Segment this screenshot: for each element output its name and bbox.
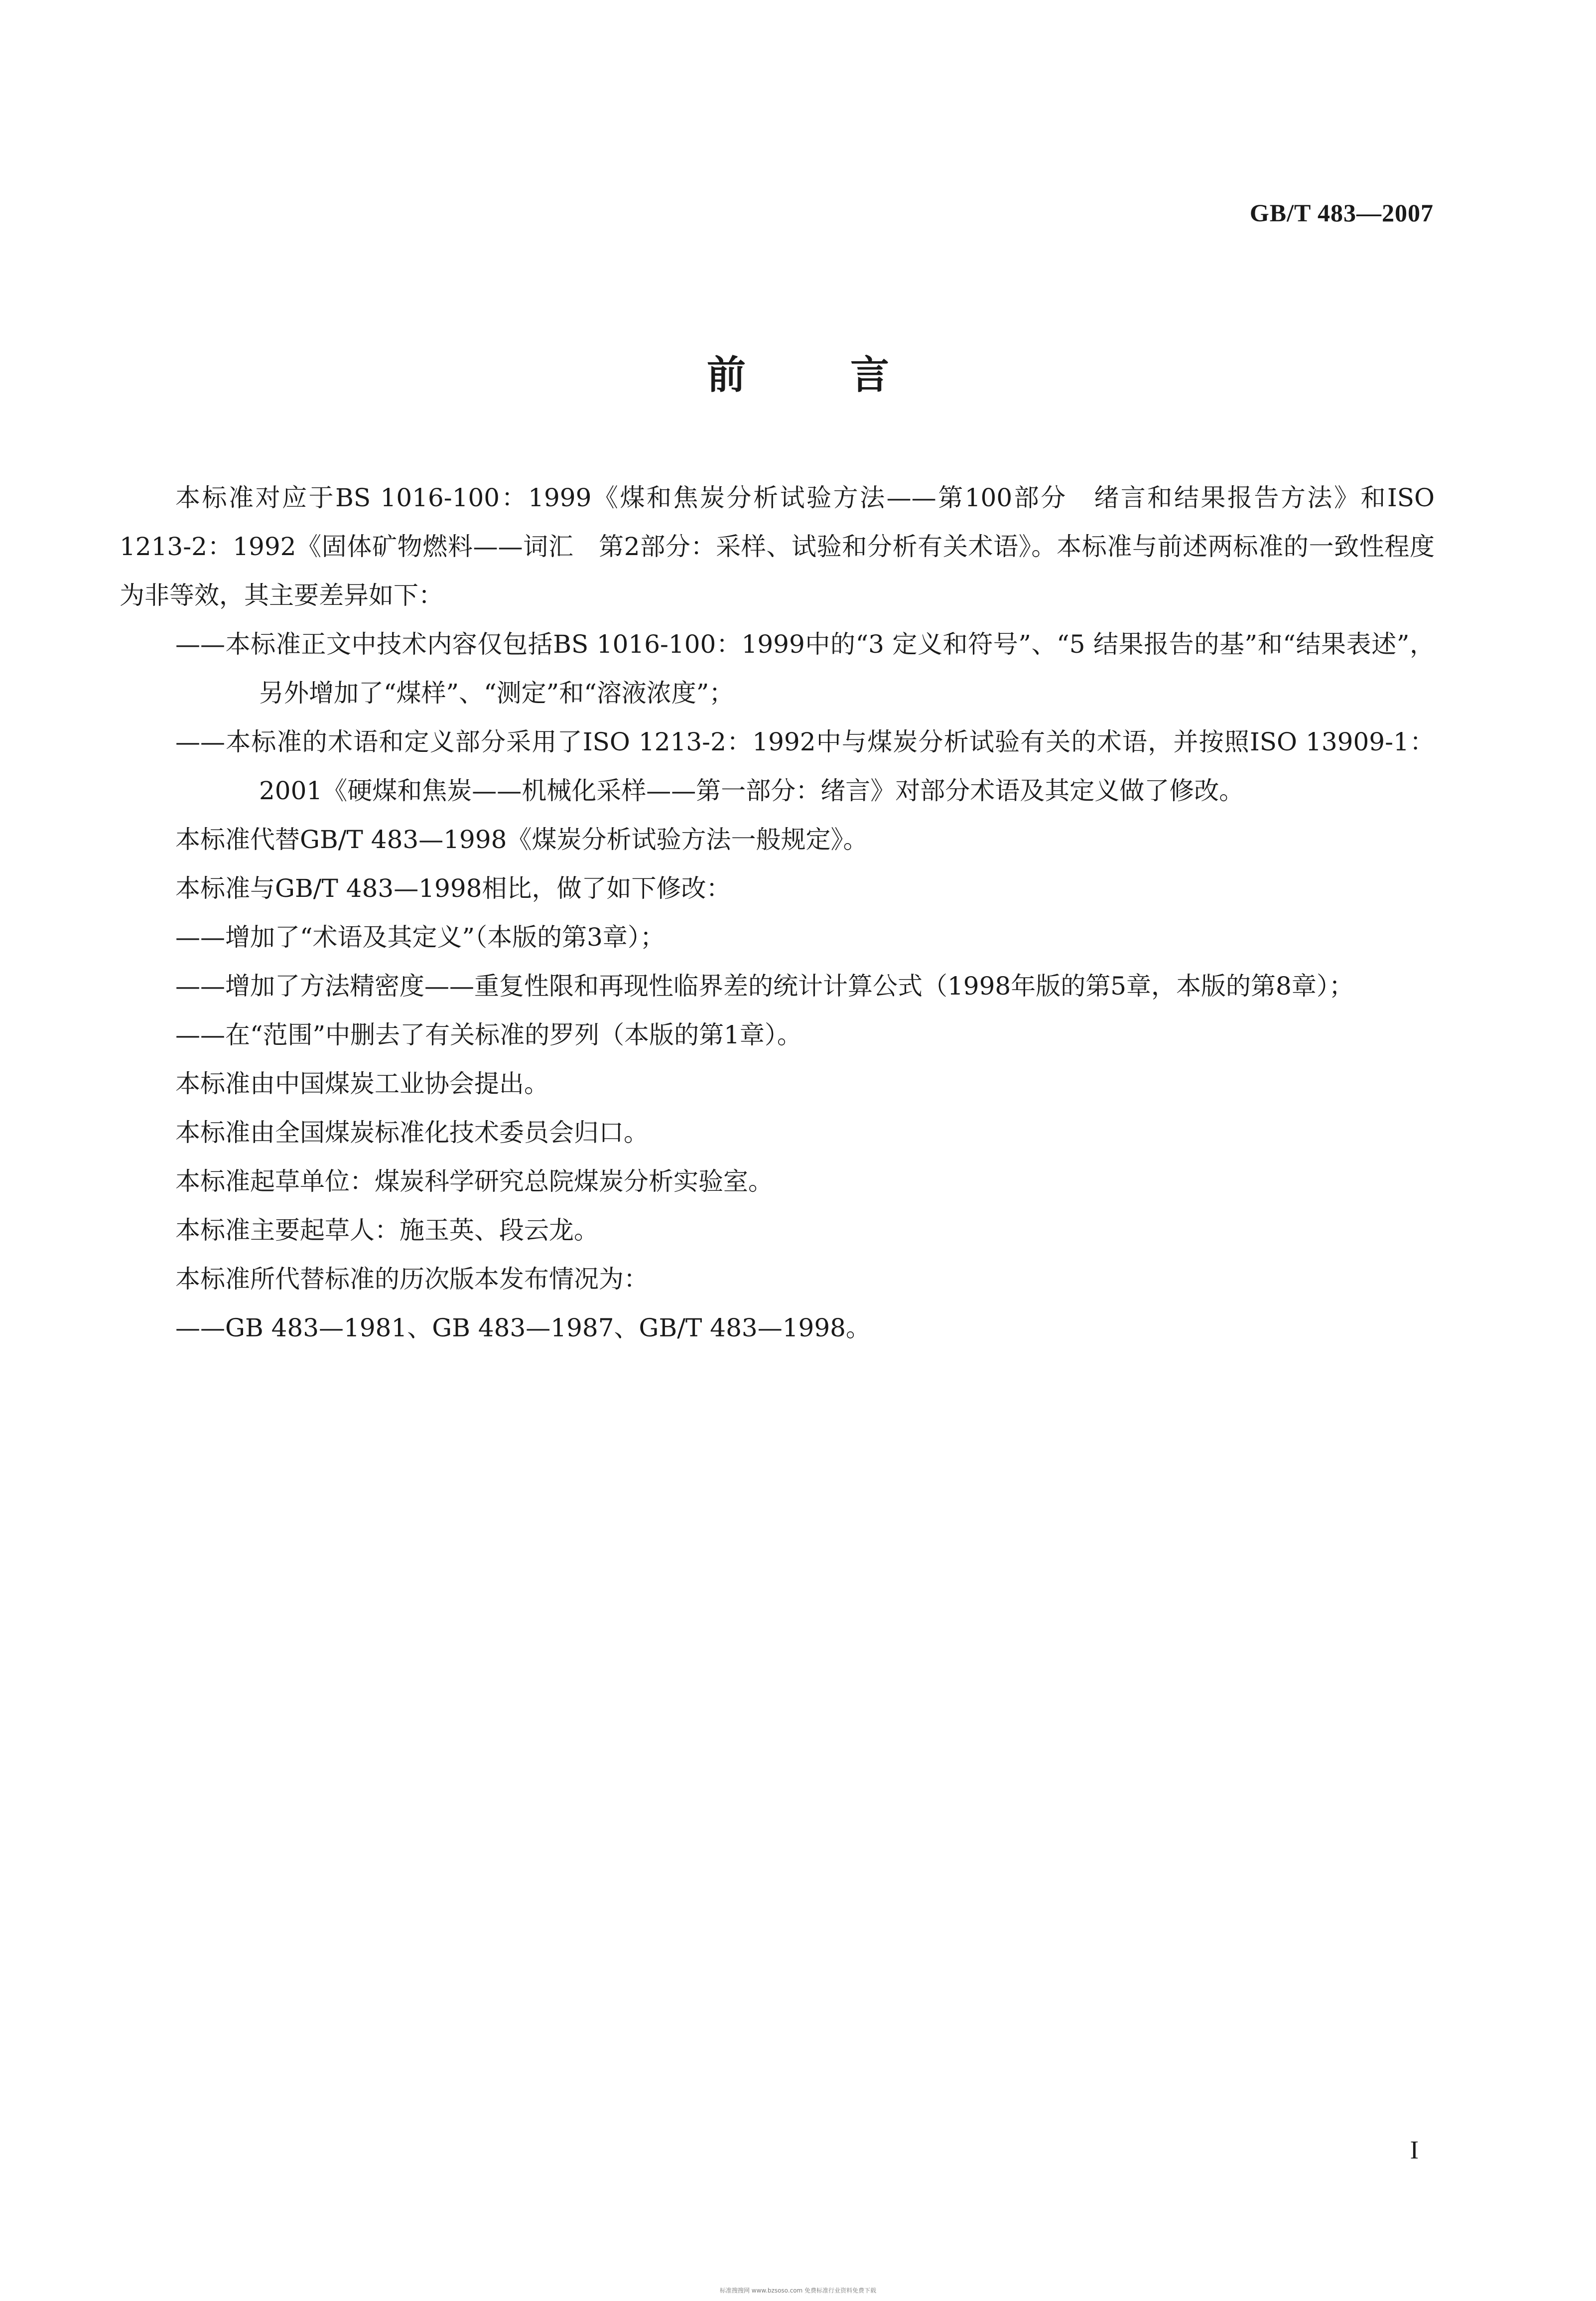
footer-watermark: 标准搜搜网 www.bzsoso.com 免费标准行业资料免费下载 xyxy=(719,2287,877,2294)
change-item-2: ——增加了方法精密度——重复性限和再现性临界差的统计计算公式（1998年版的第5章，本版的第8章）； xyxy=(175,972,1354,1001)
document-code: GB/T 483—2007 xyxy=(1249,199,1434,227)
replacement-paragraph: 本标准代替GB/T 483—1998《煤炭分析试验方法一般规定》。 xyxy=(175,825,868,854)
intro-paragraph: 本标准对应于BS 1016-100：1999《煤和焦炭分析试验方法——第100部分 绪言和结果报告方法》和ISO 1213-2：1992《固体矿物燃料——词汇 第2部分：采样、试验和分析有关术语》。本标准与前述两标准的一致性程度为非等效，其主要差异如下： xyxy=(120,483,1435,610)
history-item: ——GB 483—1981、GB 483—1987、GB/T 483—1998。 xyxy=(175,1313,871,1342)
page-number: I xyxy=(1410,2136,1419,2164)
proposer-paragraph: 本标准由中国煤炭工业协会提出。 xyxy=(175,1069,549,1098)
history-paragraph: 本标准所代替标准的历次版本发布情况为： xyxy=(175,1265,649,1294)
change-item-3: ——在“范围”中删去了有关标准的罗列（本版的第1章）。 xyxy=(175,1020,802,1049)
page-title: 前言 xyxy=(706,353,994,398)
foreword-body xyxy=(120,473,1435,1352)
difference-item-1: ——本标准正文中技术内容仅包括BS 1016-100：1999中的“3 定义和符号”、“5 结果报告的基”和“结果表述”，另外增加了“煤样”、“测定”和“溶液浓度”； xyxy=(175,630,1435,708)
drafters-paragraph: 本标准主要起草人：施玉英、段云龙。 xyxy=(175,1216,599,1245)
difference-item-2: ——本标准的术语和定义部分采用了ISO 1213-2：1992中与煤炭分析试验有关的术语，并按照ISO 13909-1：2001《硬煤和焦炭——机械化采样——第一部分：绪言》对部分术语及其定义做了修改。 xyxy=(175,727,1435,805)
drafting-unit-paragraph: 本标准起草单位：煤炭科学研究总院煤炭分析实验室。 xyxy=(175,1167,773,1196)
committee-paragraph: 本标准由全国煤炭标准化技术委员会归口。 xyxy=(175,1118,649,1147)
change-item-1: ——增加了“术语及其定义”（本版的第3章）； xyxy=(175,923,665,952)
changes-paragraph: 本标准与GB/T 483—1998相比，做了如下修改： xyxy=(175,874,731,903)
